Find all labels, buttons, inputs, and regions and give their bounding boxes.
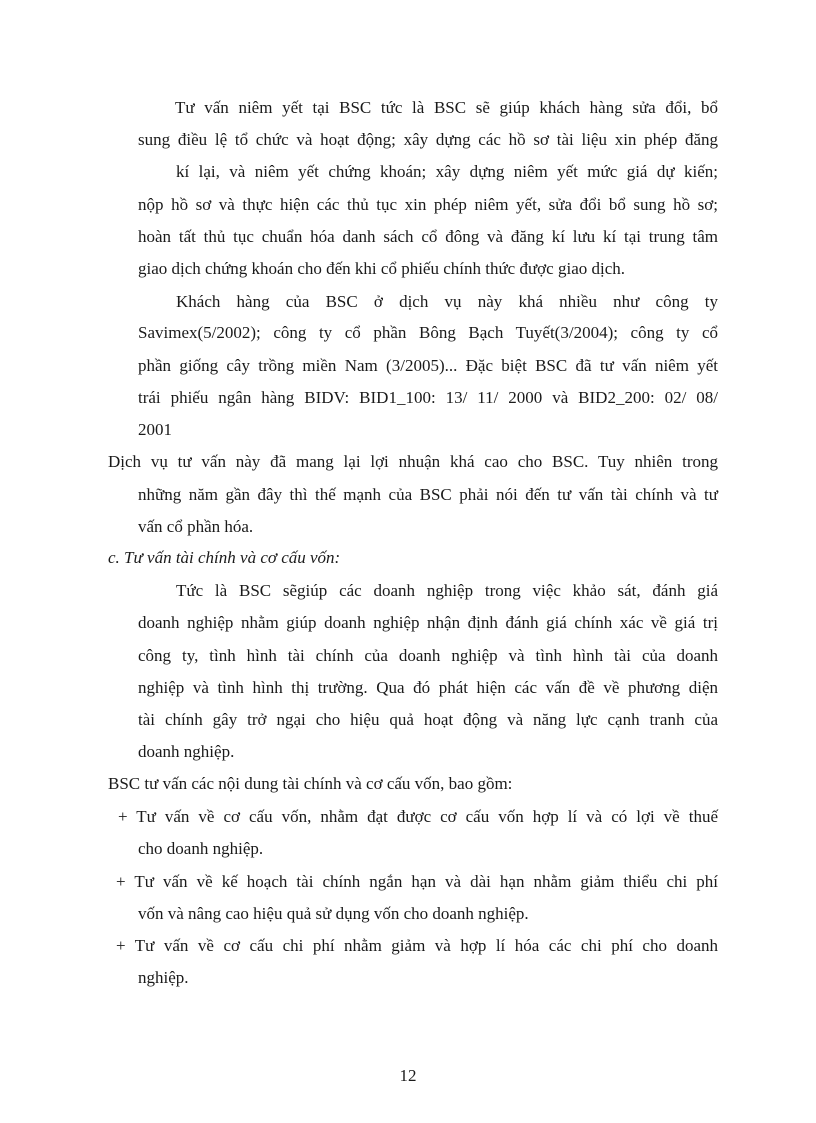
- paragraph-1-line-2: sung điều lệ tổ chức và hoạt động; xây dựng các hồ sơ tài liệu xin phép đăng: [138, 130, 718, 149]
- paragraph-4-line-2: doanh nghiệp nhằm giúp doanh nghiệp nhận định đánh giá chính xác về giá trị: [138, 613, 718, 632]
- bullet-2-line-2: vốn và nâng cao hiệu quả sử dụng vốn cho doanh nghiệp.: [138, 904, 529, 923]
- paragraph-1-line-4: nộp hồ sơ và thực hiện các thủ tục xin phép niêm yết, sửa đổi bổ sung hồ sơ;: [138, 195, 718, 214]
- paragraph-1-line-1: Tư vấn niêm yết tại BSC tức là BSC sẽ giúp khách hàng sửa đổi, bổ: [175, 98, 718, 117]
- paragraph-4-line-4: nghiệp và tình hình thị trường. Qua đó phát hiện các vấn đề về phương diện: [138, 678, 718, 697]
- bullet-1-line-1: + Tư vấn về cơ cấu vốn, nhằm đạt được cơ cấu vốn hợp lí và có lợi về thuế: [118, 807, 718, 826]
- paragraph-2-line-4: trái phiếu ngân hàng BIDV: BID1_100: 13/ 11/ 2000 và BID2_200: 02/ 08/: [138, 388, 718, 407]
- paragraph-2-line-1: Khách hàng của BSC ở dịch vụ này khá nhiều như công ty: [176, 292, 718, 311]
- paragraph-2-line-2: Savimex(5/2002); công ty cổ phần Bông Bạch Tuyết(3/2004); công ty cổ: [138, 323, 718, 342]
- bullet-1-line-2: cho doanh nghiệp.: [138, 839, 264, 858]
- paragraph-4-line-6: doanh nghiệp.: [138, 742, 235, 761]
- bullet-2-line-1: + Tư vấn về kế hoạch tài chính ngắn hạn và dài hạn nhằm giảm thiểu chi phí: [116, 872, 718, 891]
- paragraph-3-line-1: Dịch vụ tư vấn này đã mang lại lợi nhuận khá cao cho BSC. Tuy nhiên trong: [108, 452, 718, 471]
- bullet-3-line-2: nghiệp.: [138, 968, 189, 987]
- page-number: 12: [399, 1066, 417, 1085]
- paragraph-1-line-3: kí lại, và niêm yết chứng khoán; xây dựng niêm yết mức giá dự kiến;: [176, 162, 718, 181]
- list-intro: BSC tư vấn các nội dung tài chính và cơ cấu vốn, bao gồm:: [108, 774, 513, 793]
- paragraph-2-line-3: phần giống cây trồng miền Nam (3/2005)... Đặc biệt BSC đã tư vấn niêm yết: [138, 356, 718, 375]
- paragraph-2-line-5: 2001: [138, 420, 172, 439]
- paragraph-3-line-2: những năm gần đây thì thế mạnh của BSC phải nói đến tư vấn tài chính và tư: [138, 485, 718, 504]
- paragraph-3-line-3: vấn cổ phần hóa.: [138, 517, 254, 536]
- section-heading-c: c. Tư vấn tài chính và cơ cấu vốn:: [108, 548, 341, 567]
- bullet-3-line-1: + Tư vấn về cơ cấu chi phí nhằm giảm và hợp lí hóa các chi phí cho doanh: [116, 936, 718, 955]
- paragraph-1-line-5: hoàn tất thủ tục chuẩn hóa danh sách cổ đông và đăng kí lưu kí tại trung tâm: [138, 227, 718, 246]
- paragraph-4-line-1: Tức là BSC sẽgiúp các doanh nghiệp trong việc khảo sát, đánh giá: [176, 581, 718, 600]
- paragraph-4-line-5: tài chính gây trở ngại cho hiệu quả hoạt động và năng lực cạnh tranh của: [138, 710, 718, 729]
- paragraph-1-line-6: giao dịch chứng khoán cho đến khi cổ phiếu chính thức được giao dịch.: [138, 259, 626, 278]
- paragraph-4-line-3: công ty, tình hình tài chính của doanh nghiệp và tình hình tài của doanh: [138, 646, 718, 665]
